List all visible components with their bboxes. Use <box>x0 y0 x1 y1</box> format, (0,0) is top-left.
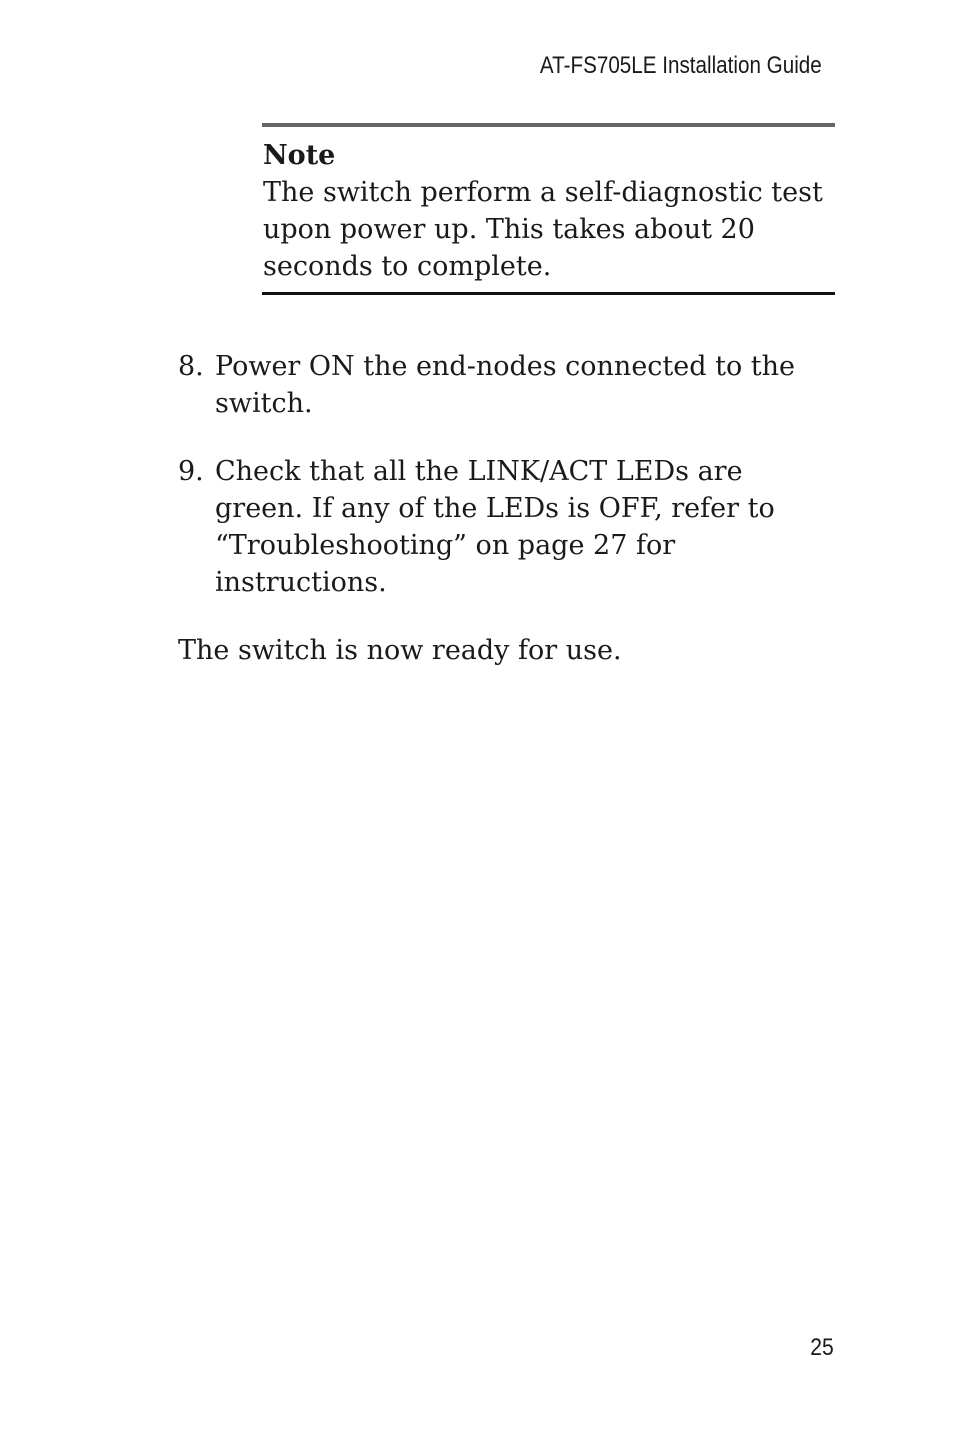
running-header: AT-FS705LE Installation Guide <box>540 52 822 79</box>
step-text-line: Check that all the LINK/ACT LEDs are <box>215 456 743 487</box>
note-title: Note <box>263 140 336 171</box>
note-text-line: seconds to complete. <box>263 251 552 282</box>
note-text <box>263 174 835 285</box>
page-number: 25 <box>810 1334 834 1361</box>
step-number: 8. <box>178 351 204 382</box>
note-text-line: The switch perform a self-diagnostic test <box>263 177 823 208</box>
step-text-line: green. If any of the LEDs is OFF, refer to <box>215 493 775 524</box>
step-text-line: instructions. <box>215 567 387 598</box>
step-number: 9. <box>178 456 204 487</box>
step-item <box>178 348 818 422</box>
note-box <box>262 123 835 295</box>
step-text-line: “Troubleshooting” on page 27 for <box>215 530 676 561</box>
step-item <box>178 453 818 601</box>
step-text-line: switch. <box>215 388 313 419</box>
steps-list <box>178 348 818 632</box>
note-text-line: upon power up. This takes about 20 <box>263 214 755 245</box>
step-text-line: Power ON the end-nodes connected to the <box>215 351 796 382</box>
closing-paragraph: The switch is now ready for use. <box>178 635 622 666</box>
